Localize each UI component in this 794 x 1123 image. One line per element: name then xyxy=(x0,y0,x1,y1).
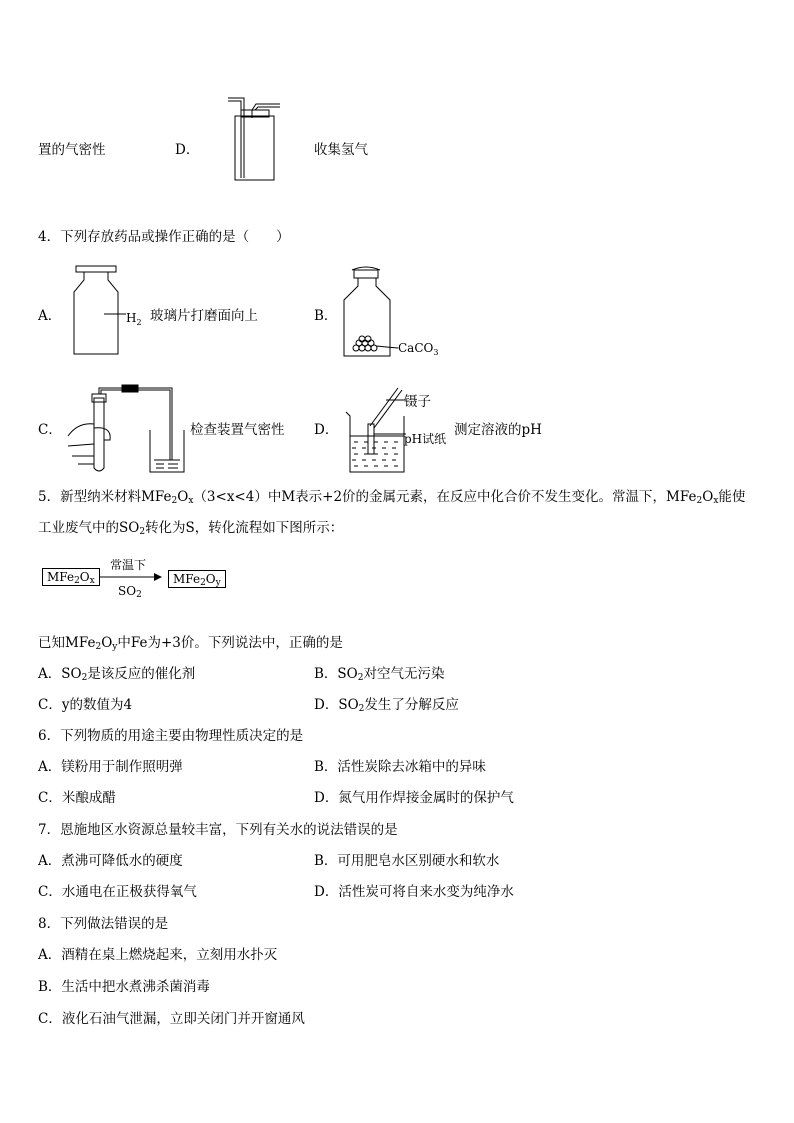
q6-stem: 6．下列物质的用途主要由物理性质决定的是 xyxy=(38,728,304,744)
q4-option-a-text: 玻璃片打磨面向上 xyxy=(150,308,258,324)
airtightness-check-diagram xyxy=(64,384,194,476)
q7-option-a: A．煮沸可降低水的硬度 xyxy=(38,853,183,869)
q5-option-b: B．$SO_2$对空气无污染 xyxy=(314,666,445,683)
q5-option-a: A．$SO_2$是该反应的催化剂 xyxy=(38,666,196,683)
q4-a-h2-label: $H_2$ xyxy=(126,311,142,327)
q5-stem-line1: 5．新型纳米材料$MFe_2O_x(3<x<4)$中M表示+2价的金属元素，在反应中化合价不发生变化。常温下，$MFe_2O_x$能使 xyxy=(38,489,746,506)
q5-flow-right-box: $MFe_2O_y$ xyxy=(168,570,226,588)
q4-option-c-letter: C． xyxy=(38,422,62,438)
q4-b-caco3-label: CaCO$_3$ xyxy=(398,341,439,357)
q4-option-d-letter: D． xyxy=(314,422,339,438)
q5-flow-left-box: $MFe_2O_x$ xyxy=(42,568,100,586)
q4-d-ph-paper-label: pH试纸 xyxy=(404,432,447,446)
q3-option-d-text: 收集氢气 xyxy=(314,142,368,158)
q8-option-c: C．液化石油气泄漏，立即关闭门并开窗通风 xyxy=(38,1011,305,1027)
q7-option-b: B．可用肥皂水区别硬水和软水 xyxy=(314,853,500,869)
gas-bottle-collection-diagram xyxy=(222,94,282,184)
q5-option-c: C．y的数值为4 xyxy=(38,697,133,713)
q4-d-tweezer-label: 镊子 xyxy=(404,394,431,410)
q6-option-c: C．米酿成醋 xyxy=(38,790,116,806)
q4-option-b-letter: B． xyxy=(314,308,338,324)
q4-stem: 4．下列存放药品或操作正确的是（ ） xyxy=(38,229,290,245)
reagent-bottle-h2-diagram xyxy=(70,264,150,358)
q4-option-a-letter: A． xyxy=(38,308,62,324)
reagent-bottle-caco3-diagram xyxy=(340,264,450,364)
q6-option-d: D．氮气用作焊接金属时的保护气 xyxy=(314,790,514,806)
ph-measurement-diagram xyxy=(340,386,410,476)
q7-option-d: D．活性炭可将自来水变为纯净水 xyxy=(314,884,514,900)
q7-option-c: C．水通电在正极获得氧气 xyxy=(38,884,197,900)
q5-flow-bottom-label: $SO_2$ xyxy=(118,584,142,600)
q5-flow-top-label: 常温下 xyxy=(110,558,147,572)
q5-option-d: D．$SO_2$发生了分解反应 xyxy=(314,697,459,714)
q3-option-d-letter: D． xyxy=(175,142,200,158)
q8-option-a: A．酒精在桌上燃烧起来，立刻用水扑灭 xyxy=(38,947,278,963)
q6-option-a: A．镁粉用于制作照明弹 xyxy=(38,759,183,775)
q3-option-c-text: 置的气密性 xyxy=(38,142,106,158)
q8-option-b: B．生活中把水煮沸杀菌消毒 xyxy=(38,979,210,995)
q5-stem-line2: 工业废气中的$SO_2$转化为S，转化流程如下图所示： xyxy=(38,520,344,537)
q6-option-b: B．活性炭除去冰箱中的异味 xyxy=(314,759,486,775)
q5-known-condition: 已知$MFe_2O_y$中Fe为+3价。下列说法中，正确的是 xyxy=(38,635,343,652)
q4-option-d-text: 测定溶液的pH xyxy=(454,422,542,438)
q4-option-c-text: 检查装置气密性 xyxy=(190,422,285,438)
q8-stem: 8．下列做法错误的是 xyxy=(38,916,169,932)
q7-stem: 7．恩施地区水资源总量较丰富，下列有关水的说法错误的是 xyxy=(38,822,398,838)
